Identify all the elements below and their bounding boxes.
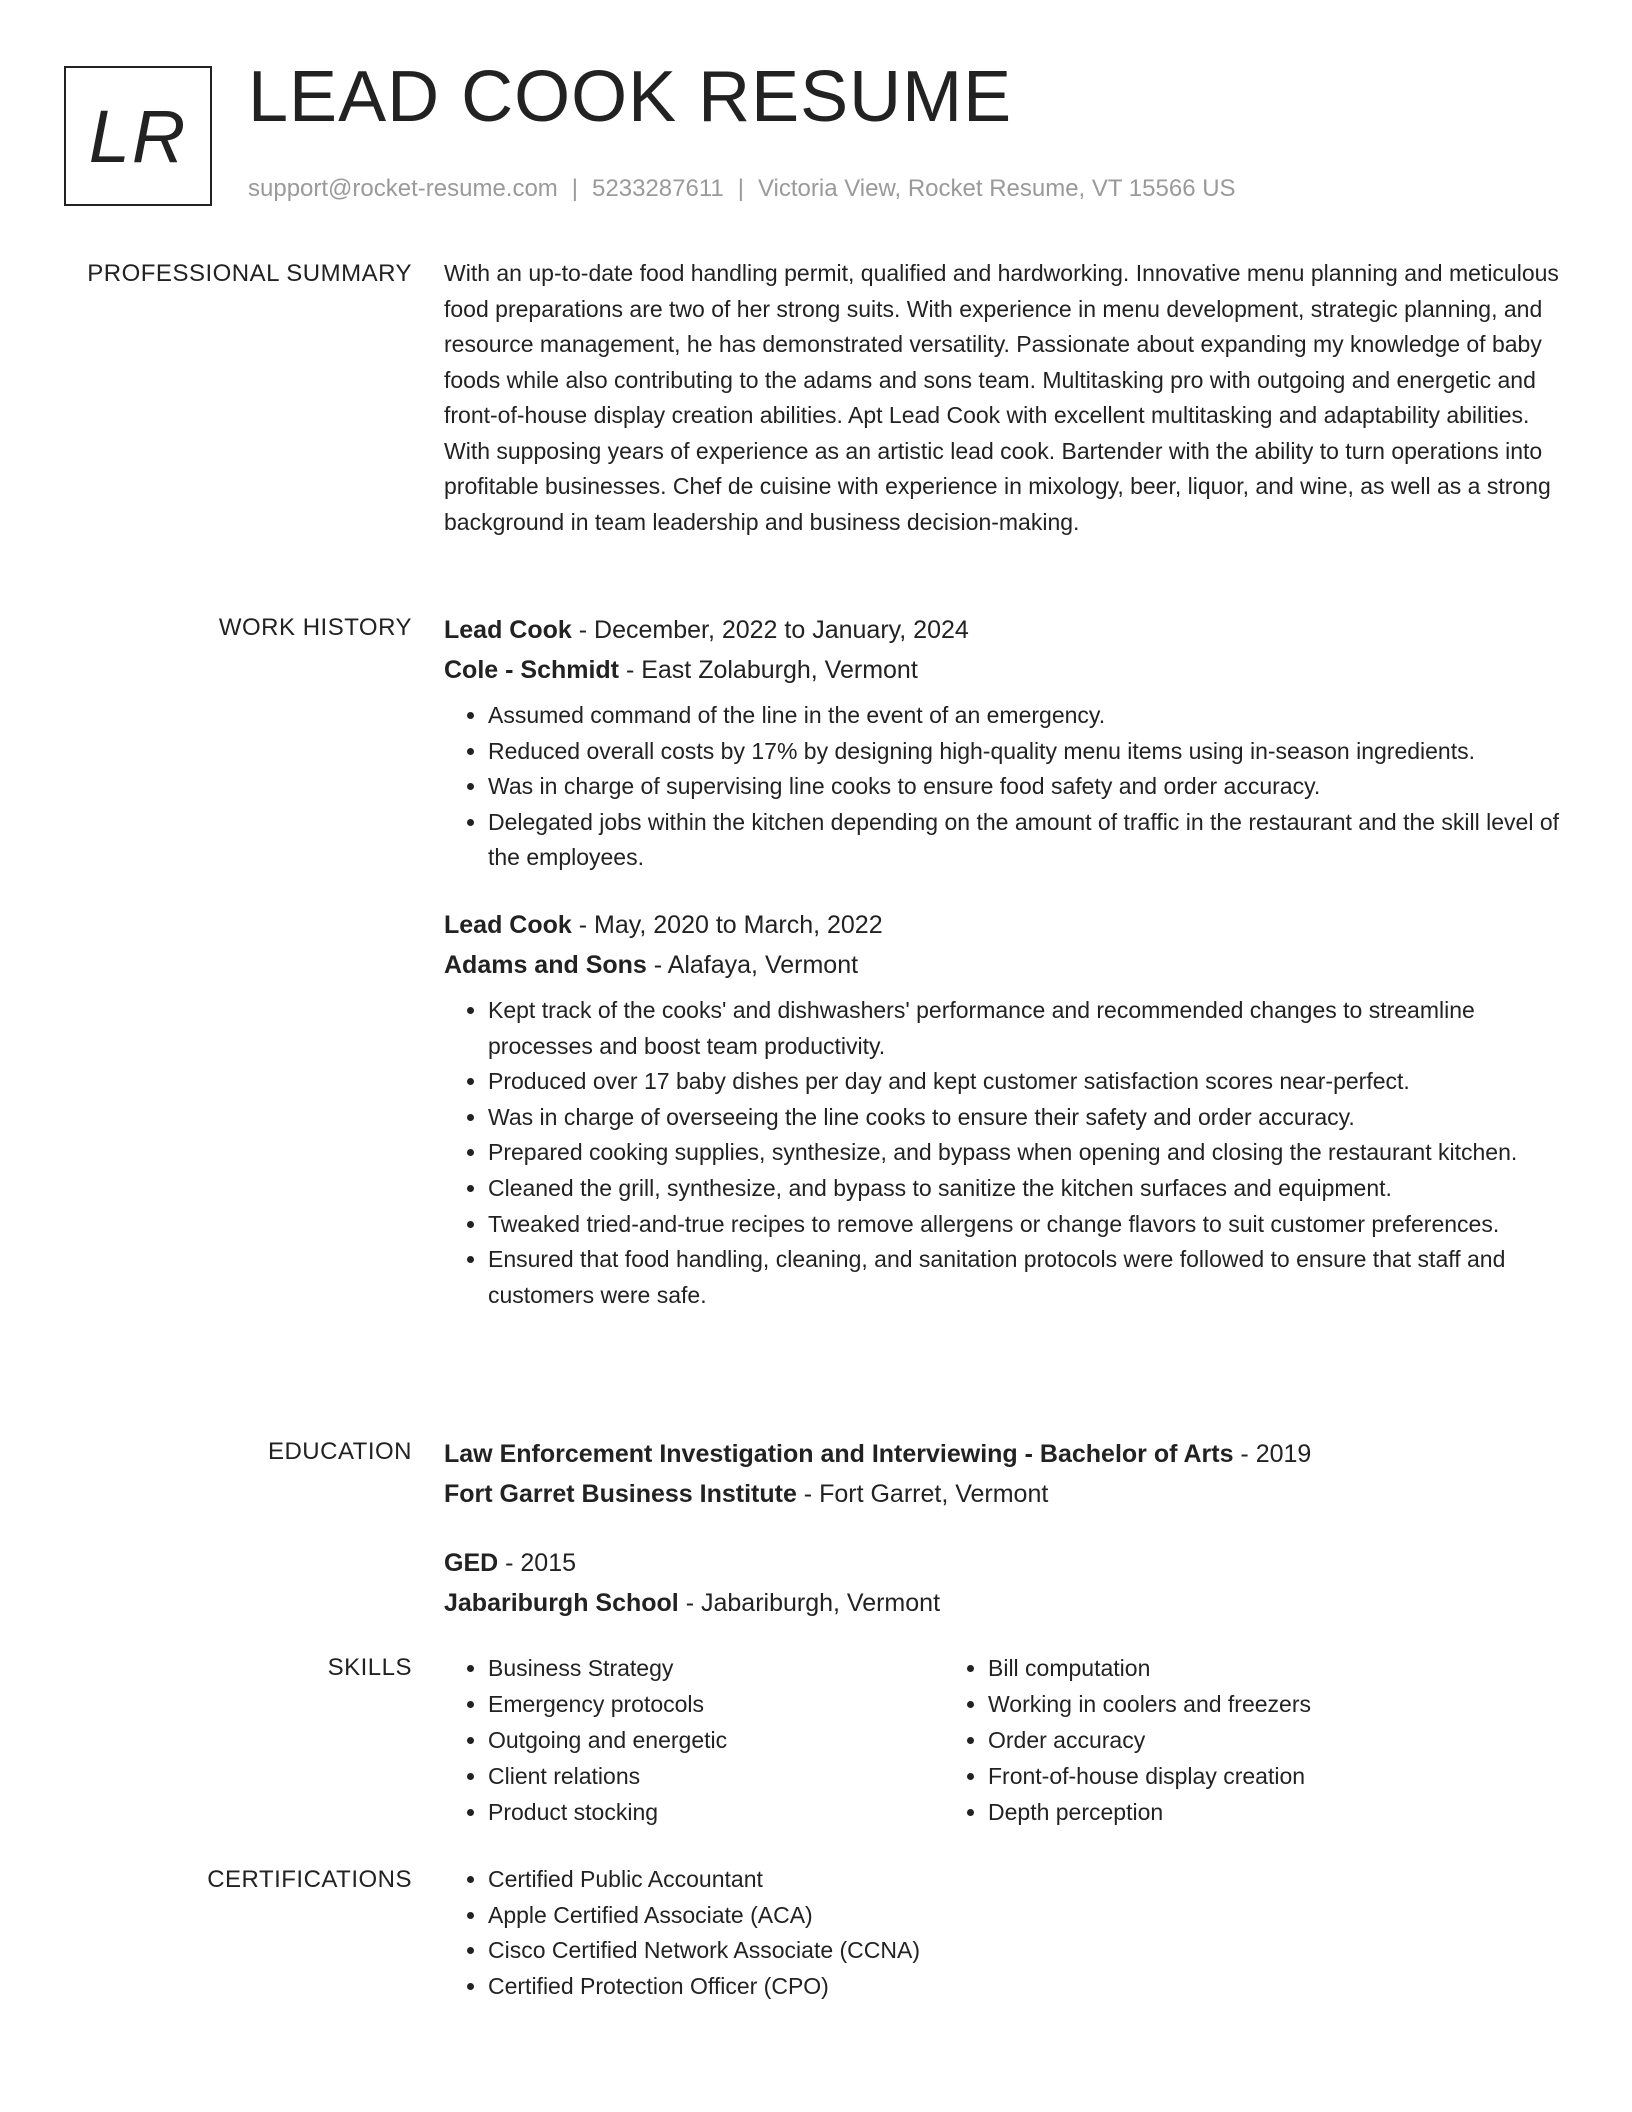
- job-bullet: • Was in charge of supervising line cooks to ensure food safety and order accuracy.: [488, 769, 1564, 805]
- certification-item: • Cisco Certified Network Associate (CCNA): [488, 1933, 1564, 1969]
- job-bullet: • Tweaked tried-and-true recipes to remove allergens or change flavors to suit customer preferences.: [488, 1207, 1564, 1243]
- job-entry: [444, 610, 1564, 876]
- job-bullet: • Cleaned the grill, synthesize, and bypass to sanitize the kitchen surfaces and equipment.: [488, 1171, 1564, 1207]
- school: Jabariburgh School: [444, 1589, 679, 1617]
- job-company: Cole - Schmidt: [444, 656, 620, 684]
- skill-item: • Order accuracy: [988, 1722, 1446, 1758]
- certification-item: • Apple Certified Associate (ACA): [488, 1898, 1564, 1934]
- contact-phone[interactable]: 5233287611: [592, 175, 724, 202]
- job-company: Adams and Sons: [444, 950, 647, 979]
- section-label-skills: SKILLS: [327, 1654, 412, 1681]
- job-bullet: • Reduced overall costs by 17% by designing high-quality menu items using in-season ingredients.: [488, 734, 1564, 770]
- contact-separator: |: [571, 175, 579, 202]
- job-dates: - December, 2022 to January, 2024: [571, 616, 969, 644]
- skills-column-right: [945, 1650, 1446, 1830]
- school-location: - Jabariburgh, Vermont: [678, 1589, 941, 1617]
- job-bullet: • Produced over 17 baby dishes per day and kept customer satisfaction scores near-perfect.: [488, 1064, 1564, 1100]
- job-dates: - May, 2020 to March, 2022: [571, 910, 883, 939]
- skill-item: • Outgoing and energetic: [488, 1722, 945, 1758]
- skills-column-left: [444, 1650, 945, 1830]
- school-location: - Fort Garret, Vermont: [796, 1480, 1049, 1508]
- contact-address: Victoria View, Rocket Resume, VT 15566 US: [757, 175, 1236, 202]
- degree-line: [444, 1543, 1564, 1583]
- job-title: Lead Cook: [444, 616, 572, 644]
- skill-item: • Product stocking: [488, 1794, 945, 1830]
- skill-item: • Depth perception: [988, 1794, 1446, 1830]
- contact-email[interactable]: support@rocket-resume.com: [248, 175, 558, 202]
- certification-item: • Certified Protection Officer (CPO): [488, 1969, 1564, 2005]
- skill-item: • Client relations: [488, 1758, 945, 1794]
- school-line: [444, 1583, 1564, 1623]
- job-bullet: • Was in charge of overseeing the line cooks to ensure their safety and order accuracy.: [488, 1100, 1564, 1136]
- education-entry: [444, 1434, 1564, 1514]
- school: Fort Garret Business Institute: [444, 1480, 797, 1508]
- skill-item: • Bill computation: [988, 1650, 1446, 1686]
- job-bullets: [444, 993, 1564, 1313]
- job-company-line: [444, 945, 1564, 985]
- section-label-certifications: CERTIFICATIONS: [207, 1866, 412, 1893]
- job-location: - East Zolaburgh, Vermont: [619, 656, 918, 684]
- job-entry: [444, 905, 1564, 1313]
- skills-columns: [444, 1650, 1564, 1830]
- degree-year: - 2015: [498, 1549, 577, 1577]
- section-label-education: EDUCATION: [267, 1438, 412, 1465]
- degree: Law Enforcement Investigation and Interviewing - Bachelor of Arts: [444, 1440, 1234, 1468]
- education-entry: [444, 1543, 1564, 1623]
- job-company-line: [444, 650, 1564, 690]
- monogram-text: LR: [88, 94, 188, 178]
- job-bullet: • Prepared cooking supplies, synthesize, and bypass when opening and closing the restaurant kitchen.: [488, 1135, 1564, 1171]
- certifications-list: [444, 1862, 1564, 2004]
- monogram-logo: [64, 66, 212, 206]
- skill-item: • Front-of-house display creation: [988, 1758, 1446, 1794]
- certifications-body: [444, 1862, 1564, 2004]
- section-label-summary: PROFESSIONAL SUMMARY: [87, 260, 412, 287]
- education-body: [444, 1434, 1564, 1623]
- degree-year: - 2019: [1233, 1440, 1312, 1468]
- skills-body: [444, 1650, 1564, 1830]
- job-title-line: [444, 905, 1564, 945]
- summary-body: [444, 256, 1564, 540]
- skill-item: • Emergency protocols: [488, 1686, 945, 1722]
- job-title: Lead Cook: [444, 910, 572, 939]
- work-body: [444, 610, 1564, 1313]
- degree: GED: [444, 1549, 499, 1577]
- summary-text: With an up-to-date food handling permit, qualified and hardworking. Innovative menu planning and meticulous food preparations are two of her strong suits. With experience in menu development, strategic planning, and resource management, he has demonstrated versatility. Passionate about expanding my knowledge of baby foods while also contributing to the adams and sons team. Multitasking pro with outgoing and energetic and front-of-house display creation abilities. Apt Lead Cook with excellent multitasking and adaptability abilities. With supposing years of experience as an artistic lead cook. Bartender with the ability to turn operations into profitable businesses. Chef de cuisine with experience in mixology, beer, liquor, and wine, as well as a strong background in team leadership and business decision-making.: [444, 260, 1559, 535]
- job-bullet: • Delegated jobs within the kitchen depending on the amount of traffic in the restaurant and the skill level of the employees.: [488, 805, 1564, 876]
- job-bullet: • Assumed command of the line in the event of an emergency.: [488, 698, 1564, 734]
- job-bullet: • Kept track of the cooks' and dishwashers' performance and recommended changes to streamline processes and boost team productivity.: [488, 993, 1564, 1064]
- skill-item: • Business Strategy: [488, 1650, 945, 1686]
- certification-item: • Certified Public Accountant: [488, 1862, 1564, 1898]
- school-line: [444, 1474, 1564, 1514]
- job-location: - Alafaya, Vermont: [646, 950, 859, 979]
- contact-line: [248, 174, 1236, 204]
- job-title-line: [444, 610, 1564, 650]
- skill-item: • Working in coolers and freezers: [988, 1686, 1446, 1722]
- contact-separator: |: [737, 175, 744, 202]
- job-bullets: [444, 698, 1564, 876]
- resume-title: LEAD COOK RESUME: [248, 57, 1013, 137]
- section-label-work: WORK HISTORY: [218, 614, 412, 641]
- degree-line: [444, 1434, 1564, 1474]
- job-bullet: • Ensured that food handling, cleaning, and sanitation protocols were followed to ensure that staff and customers were safe.: [488, 1242, 1564, 1313]
